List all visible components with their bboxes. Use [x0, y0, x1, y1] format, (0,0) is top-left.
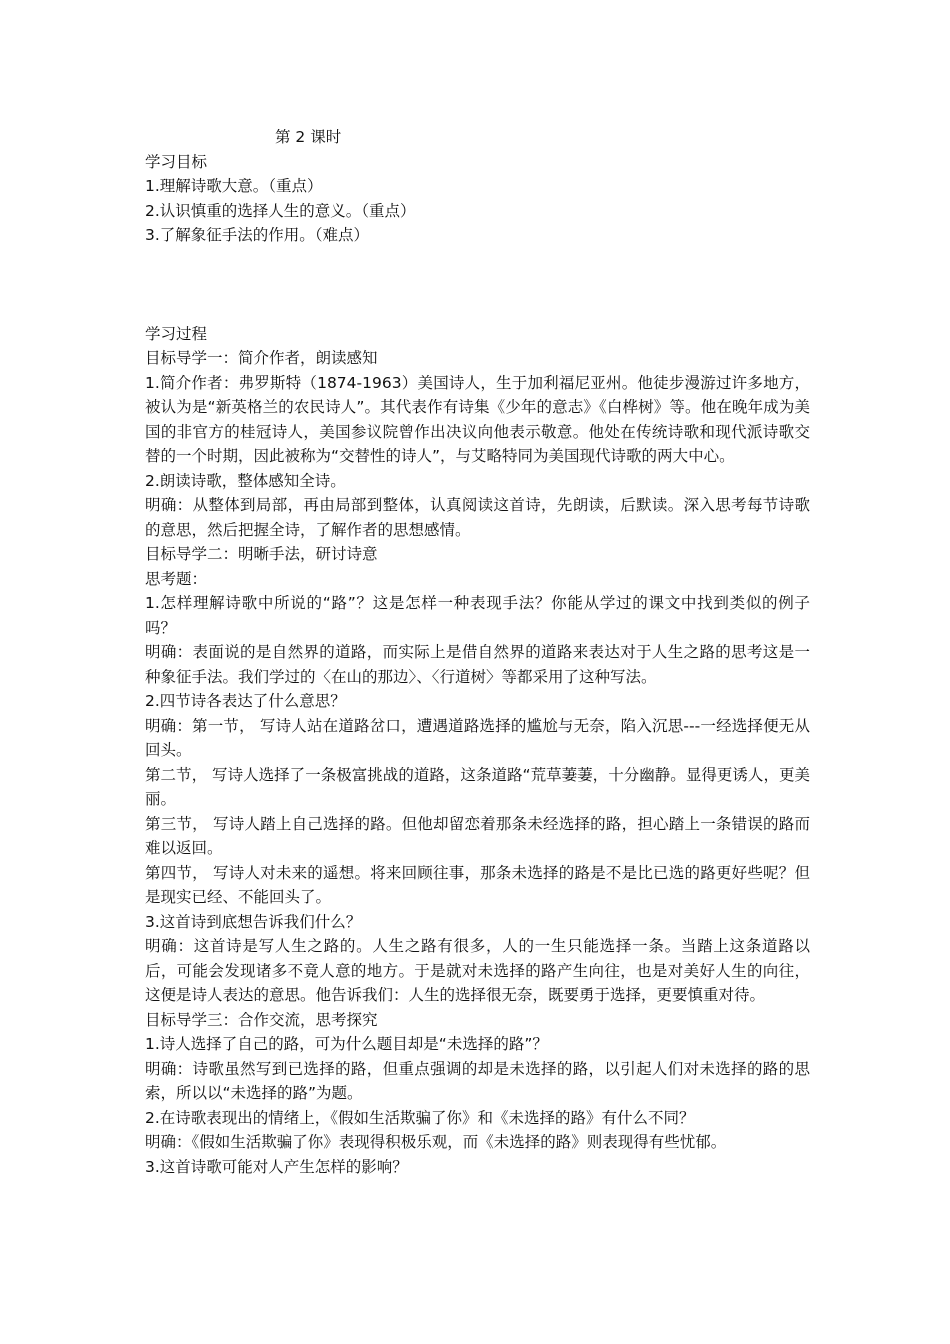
paragraph: 思考题：	[145, 569, 208, 588]
lesson-title: 第 2 课时	[275, 128, 342, 146]
answer: 明确：第一节， 写诗人站在道路岔口，遭遇道路选择的尴尬与无奈，陷入沉思---一经选择便无从回头。	[145, 716, 810, 759]
objective-item: 1.理解诗歌大意。（重点）	[145, 177, 323, 195]
paragraph: 2.朗读诗歌，整体感知全诗。	[145, 471, 346, 490]
question: 3.这首诗歌可能对人产生怎样的影响？	[145, 1157, 408, 1176]
question: 1.诗人选择了自己的路，可为什么题目却是“未选择的路”？	[145, 1035, 548, 1053]
answer: 明确：诗歌虽然写到已选择的路，但重点强调的却是未选择的路，以引起人们对未选择的路的思索，所以以“未选择的路”为题。	[145, 1059, 810, 1102]
paragraph: 明确：从整体到局部，再由局部到整体，认真阅读这首诗，先朗读，后默读。深入思考每节诗歌的意思，然后把握全诗，了解作者的思想感情。	[145, 496, 810, 539]
answer: 第三节， 写诗人踏上自己选择的路。但他却留恋着那条未经选择的路，担心踏上一条错误的路而难以返回。	[145, 814, 810, 857]
section-spacer	[145, 248, 810, 322]
objectives-heading: 学习目标	[145, 152, 208, 171]
objective-item: 2.认识慎重的选择人生的意义。（重点）	[145, 201, 416, 220]
question: 3.这首诗到底想告诉我们什么？	[145, 912, 362, 931]
answer: 第二节， 写诗人选择了一条极富挑战的道路，这条道路“荒草萋萋，十分幽静。显得更诱人，更美丽。	[145, 765, 810, 808]
section-heading: 目标导学二：明晰手法，研讨诗意	[145, 545, 378, 563]
process-heading: 学习过程	[145, 324, 208, 343]
paragraph: 1.简介作者：弗罗斯特（1874-1963）美国诗人，生于加利福尼亚州。他徒步漫游过许多地方，被认为是“新英格兰的农民诗人”。其代表作有诗集《少年的意志》《白桦树》等。他在晚年成为美国的非官方的桂冠诗人，美国参议院曾作出决议向他表示敬意。他处在传统诗歌和现代派诗歌交替的一个时期，因此被称为“交替性的诗人”，与艾略特同为美国现代诗歌的两大中心。	[145, 373, 810, 465]
objective-item: 3.了解象征手法的作用。（难点）	[145, 226, 370, 244]
section-heading: 目标导学一：简介作者，朗读感知	[145, 349, 378, 367]
section-heading: 目标导学三：合作交流，思考探究	[145, 1010, 378, 1029]
question: 2.在诗歌表现出的情绪上，《假如生活欺骗了你》和《未选择的路》有什么不同？	[145, 1108, 695, 1127]
question: 1.怎样理解诗歌中所说的“路”？这是怎样一种表现手法？你能从学过的课文中找到类似的例子吗？	[145, 594, 810, 637]
answer: 明确：这首诗是写人生之路的。人生之路有很多，人的一生只能选择一条。当踏上这条道路以后，可能会发现诸多不竟人意的地方。于是就对未选择的路产生向往，也是对美好人生的向往，这便是诗人表达的意思。他告诉我们：人生的选择很无奈，既要勇于选择，更要慎重对待。	[145, 937, 810, 1004]
answer: 明确：《假如生活欺骗了你》表现得积极乐观，而《未选择的路》则表现得有些忧郁。	[145, 1133, 727, 1151]
document-body	[145, 125, 810, 1179]
answer: 第四节， 写诗人对未来的遥想。将来回顾往事，那条未选择的路是不是比已选的路更好些呢？但是现实已经、不能回头了。	[145, 863, 810, 906]
answer: 明确：表面说的是自然界的道路，而实际上是借自然界的道路来表达对于人生之路的思考这是一种象征手法。我们学过的〈在山的那边〉、〈行道树〉等都采用了这种写法。	[145, 643, 810, 686]
question: 2.四节诗各表达了什么意思？	[145, 692, 346, 710]
